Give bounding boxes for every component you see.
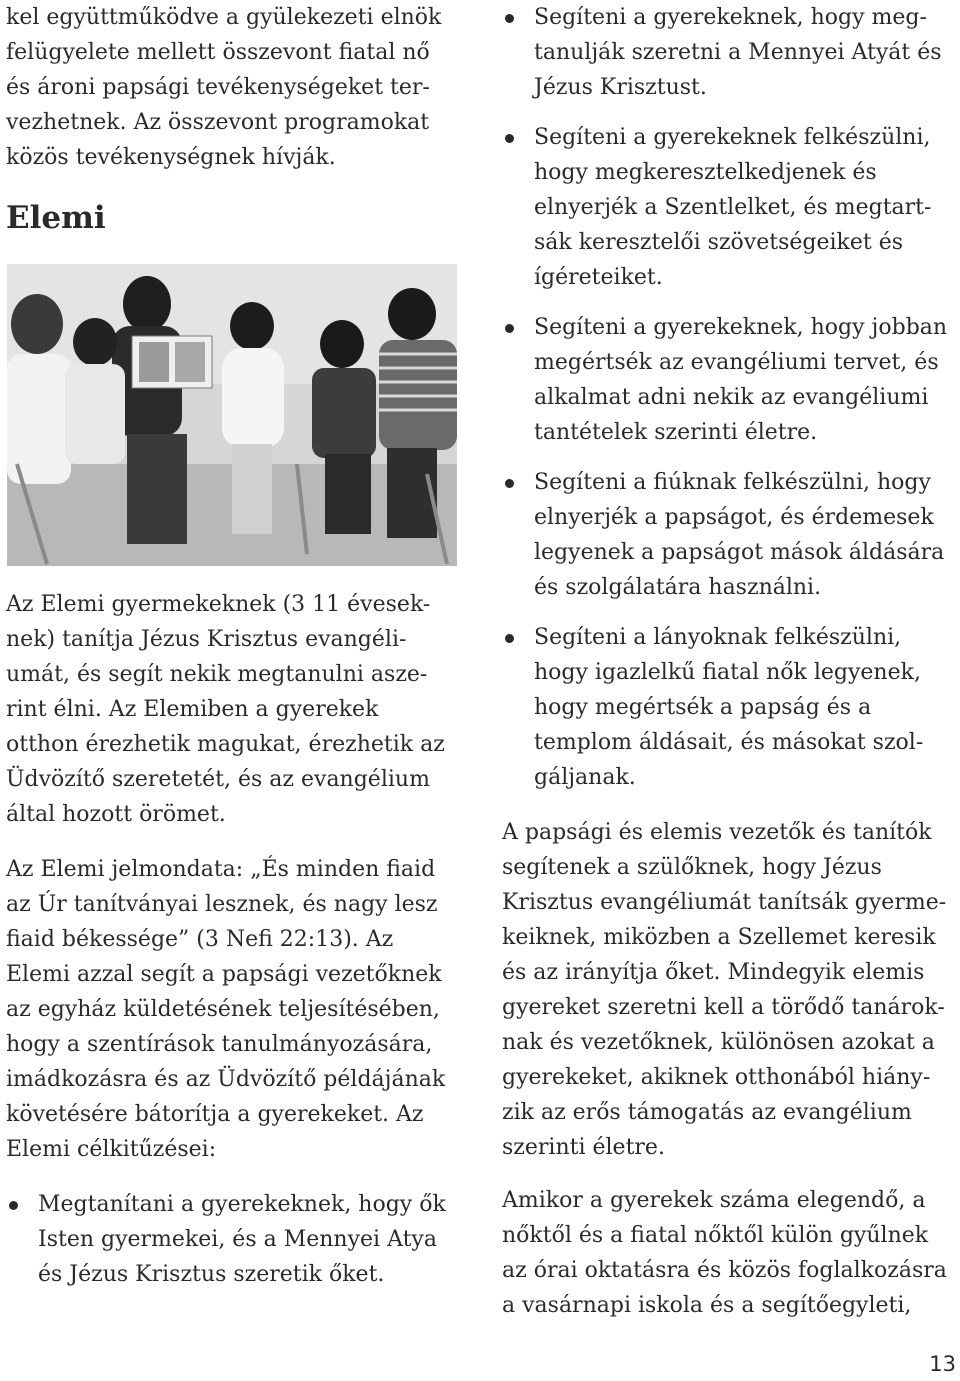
text-line: fiaid békessége” (3 Nefi 22:13). Az <box>6 927 394 952</box>
objectives-list-right <box>502 0 954 795</box>
objective-line: sák keresztelői szövetségeiket és <box>534 230 904 255</box>
text-line: az órai oktatásra és közös foglalkozásra <box>502 1258 947 1283</box>
text-line: hogy a szentírások tanulmányozására, <box>6 1032 433 1057</box>
objective-line: hogy igazlelkű fiatal nők legyenek, <box>534 660 921 685</box>
text-line: és az irányítja őket. Mindegyik elemis <box>502 960 925 985</box>
objective-line: Segíteni a gyerekeknek, hogy meg- <box>534 5 927 30</box>
text-line: rint élni. Az Elemiben a gyerekek <box>6 697 379 722</box>
bullet-icon <box>505 479 514 488</box>
objective-line: gáljanak. <box>534 765 636 790</box>
intro-line: és ároni papsági tevékenységeket ter- <box>6 75 430 100</box>
text-line: nak és vezetőknek, különösen azokat a <box>502 1030 935 1055</box>
text-line: követésére bátorítja a gyerekeket. Az <box>6 1102 424 1127</box>
objective-line: elnyerjék a papságot, és érdemesek <box>534 505 934 530</box>
objective-line: és Jézus Krisztus szeretik őket. <box>38 1262 385 1287</box>
objective-line: Segíteni a gyerekeknek, hogy jobban <box>534 315 948 340</box>
text-line: keiknek, miközben a Szellemet keresik <box>502 925 936 950</box>
objective-item <box>502 120 954 295</box>
objective-line: hogy megkeresztelkedjenek és <box>534 160 877 185</box>
bullet-icon <box>505 324 514 333</box>
children-with-teacher-photo <box>7 264 457 566</box>
intro-line: felügyelete mellett összevont fiatal nő <box>6 40 430 65</box>
objective-item <box>6 1187 452 1292</box>
text-line: nőktől és a fiatal nőktől külön gyűlnek <box>502 1223 929 1248</box>
objective-line: Megtanítani a gyerekeknek, hogy ők <box>38 1192 446 1217</box>
objective-line: Isten gyermekei, és a Mennyei Atya <box>38 1227 437 1252</box>
objective-line: legyenek a papságot mások áldására <box>534 540 945 565</box>
objective-line: hogy megértsék a papság és a <box>534 695 872 720</box>
intro-paragraph <box>6 0 452 175</box>
objective-line: templom áldásait, és másokat szol- <box>534 730 924 755</box>
text-line: gyerekeket, akiknek otthonából hiány- <box>502 1065 931 1090</box>
objective-line: Segíteni a gyerekeknek felkészülni, <box>534 125 931 150</box>
objective-line: tanulják szeretni a Mennyei Atyát és <box>534 40 942 65</box>
text-line: Elemi célkitűzései: <box>6 1137 217 1162</box>
section-heading: Elemi <box>6 200 106 236</box>
text-line: segítenek a szülőknek, hogy Jézus <box>502 855 882 880</box>
text-line: szerinti életre. <box>502 1135 665 1160</box>
objective-item <box>502 620 954 795</box>
motto-paragraph <box>6 852 452 1167</box>
text-line: Amikor a gyerekek száma elegendő, a <box>502 1188 926 1213</box>
objective-line: Jézus Krisztust. <box>534 75 707 100</box>
objective-line: alkalmat adni nekik az evangéliumi <box>534 385 929 410</box>
text-line: Üdvözítő szeretetét, és az evangélium <box>6 767 430 792</box>
bullet-icon <box>505 634 514 643</box>
intro-line: vezhetnek. Az összevont programokat <box>6 110 430 135</box>
page-number: 13 <box>929 1352 956 1376</box>
objective-item <box>502 310 954 450</box>
leaders-paragraph <box>502 815 954 1165</box>
objective-line: ígéreteiket. <box>534 265 663 290</box>
text-line: által hozott örömet. <box>6 802 226 827</box>
text-line: Az Elemi jelmondata: „És minden fiaid <box>6 857 436 882</box>
text-line: Elemi azzal segít a papsági vezetőknek <box>6 962 442 987</box>
objective-item <box>502 0 954 105</box>
bullet-icon <box>505 14 514 23</box>
objective-line: Segíteni a fiúknak felkészülni, hogy <box>534 470 931 495</box>
primary-description-paragraph <box>6 587 452 832</box>
text-line: Az Elemi gyermekeknek (3 11 évesek- <box>6 592 431 617</box>
text-line: A papsági és elemis vezetők és tanítók <box>502 820 932 845</box>
text-line: zik az erős támogatás az evangélium <box>502 1100 912 1125</box>
objective-line: és szolgálatára használni. <box>534 575 822 600</box>
text-line: imádkozásra és az Üdvözítő példájának <box>6 1067 446 1092</box>
text-line: otthon érezhetik magukat, érezhetik az <box>6 732 445 757</box>
objectives-list-left <box>6 1187 452 1292</box>
intro-line: kel együttműködve a gyülekezeti elnök <box>6 5 442 30</box>
objective-line: tantételek szerinti életre. <box>534 420 818 445</box>
photo-illustration <box>7 264 457 566</box>
bullet-icon <box>9 1201 18 1210</box>
text-line: az Úr tanítványai lesznek, és nagy lesz <box>6 892 438 917</box>
objective-line: megértsék az evangéliumi tervet, és <box>534 350 939 375</box>
objective-line: Segíteni a lányoknak felkészülni, <box>534 625 902 650</box>
classes-paragraph <box>502 1183 954 1323</box>
objective-line: elnyerjék a Szentlelket, és megtart- <box>534 195 932 220</box>
intro-line: közös tevékenységnek hívják. <box>6 145 336 170</box>
left-lower-text <box>6 587 452 1292</box>
text-line: gyereket szeretni kell a törődő tanárok- <box>502 995 945 1020</box>
bullet-icon <box>505 134 514 143</box>
text-line: a vasárnapi iskola és a segítőegyleti, <box>502 1293 912 1318</box>
objective-item <box>502 465 954 605</box>
text-line: az egyház küldetésének teljesítésében, <box>6 997 440 1022</box>
text-line: nek) tanítja Jézus Krisztus evangéli- <box>6 627 407 652</box>
text-line: umát, és segít nekik megtanulni asze- <box>6 662 428 687</box>
text-line: Krisztus evangéliumát tanítsák gyerme- <box>502 890 947 915</box>
